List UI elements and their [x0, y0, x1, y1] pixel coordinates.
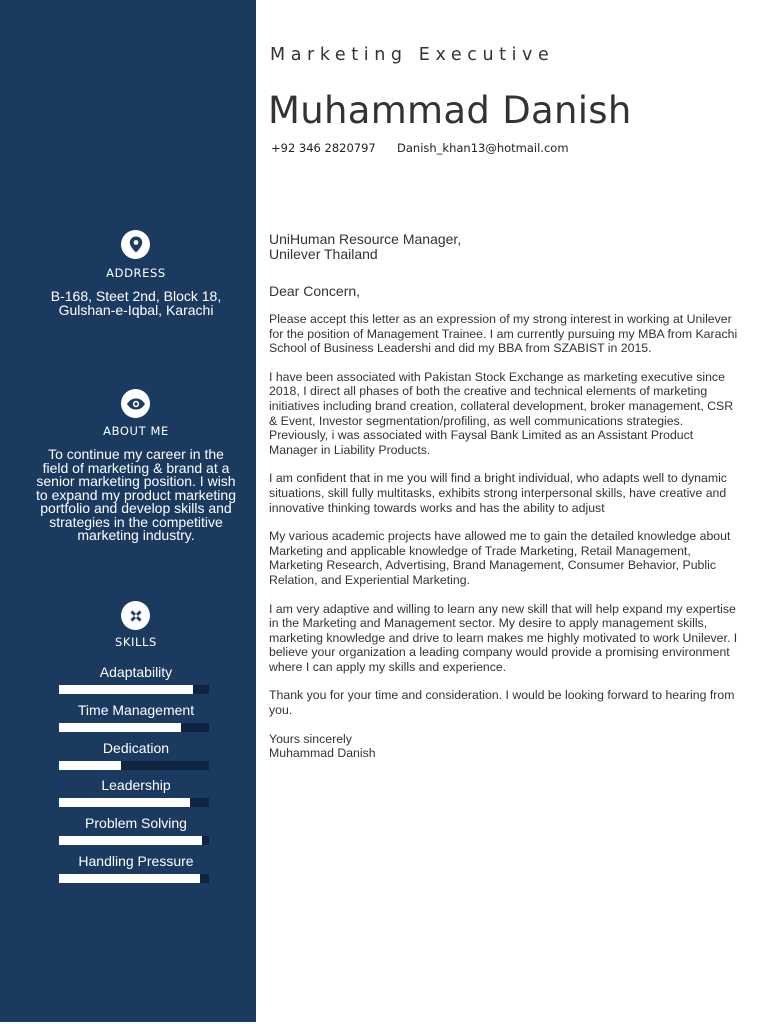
applicant-name: Muhammad Danish: [268, 89, 632, 132]
closing-salutation: Yours sincerely: [269, 731, 352, 746]
skill-label: Leadership: [101, 777, 171, 793]
about-title: ABOUT ME: [103, 424, 169, 438]
skills-title: SKILLS: [115, 635, 157, 649]
address-line-1: B-168, Steet 2nd, Block 18,: [50, 288, 222, 304]
skill-label: Dedication: [102, 740, 170, 756]
about-text: To continue my career in the field of marketing & brand at a senior marketing position. I wish to expand my product marketing portfolio and develop skills and strategies in the competitive marketing industry.: [36, 446, 236, 543]
skill-label: Adaptability: [99, 664, 173, 680]
recipient-block: [269, 232, 741, 262]
recipient-company: Unilever Thailand: [269, 246, 378, 262]
skill-label: Time Management: [77, 702, 195, 718]
job-title: Marketing Executive: [270, 45, 555, 65]
letter-paragraph: My various academic projects have allowed me to gain the detailed knowledge about Marketing and applicable knowledge of Trade Marketing, Retail Management, Marketing Research, Advertising, Brand Management, Consumer Behavior, Public Relation, and Experiential Marketing.: [269, 529, 731, 587]
greeting: Dear Concern,: [269, 283, 361, 299]
letter-paragraph: Thank you for your time and consideration. I would be looking forward to hearing from you.: [269, 688, 735, 718]
phone-number: +92 346 2820797: [271, 141, 376, 155]
letter-paragraph: I am confident that in me you will find a bright individual, who adapts well to dynamic situations, skill fully multitasks, exhibits strong interpersonal skills, have creative and innovative thinking towards works and has the ability to adjust: [269, 471, 727, 515]
letter-paragraph: Please accept this letter as an expression of my strong interest in working at Unilever for the position of Management Trainee. I am currently pursuing my MBA from Karachi School of Business Leadershi and did my BBA from SZABIST in 2015.: [269, 312, 738, 356]
letter-paragraph: I am very adaptive and willing to learn any new skill that will help expand my expertise in the Marketing and Management sector. My desire to apply management skills, marketing knowledge and drive to learn makes me highly motivated to work Unilever. I believe your organization a leading company would provide a promising environment where I can apply my skills and experience.: [269, 601, 738, 674]
address-title: ADDRESS: [106, 266, 166, 280]
skill-label: Problem Solving: [85, 815, 187, 831]
email-address: Danish_khan13@hotmail.com: [397, 141, 569, 155]
address-line-2: Gulshan-e-Iqbal, Karachi: [58, 301, 214, 318]
signature-name: Muhammad Danish: [269, 746, 376, 761]
recipient-title: UniHuman Resource Manager,: [269, 231, 462, 247]
letter-paragraph: I have been associated with Pakistan Stock Exchange as marketing executive since 2018, I direct all phases of both the creative and technical elements of marketing initiatives including brand creation, collateral development, broker management, CSR & Event, Investor segmentation/profiling, as well communications strategies. Previously, i was associated with Faysal Bank Limited as an Assistant Product Manager in Liability Products.: [269, 369, 734, 457]
closing-block: [269, 732, 741, 761]
letter-body: [269, 232, 741, 761]
skill-label: Handling Pressure: [78, 853, 194, 869]
